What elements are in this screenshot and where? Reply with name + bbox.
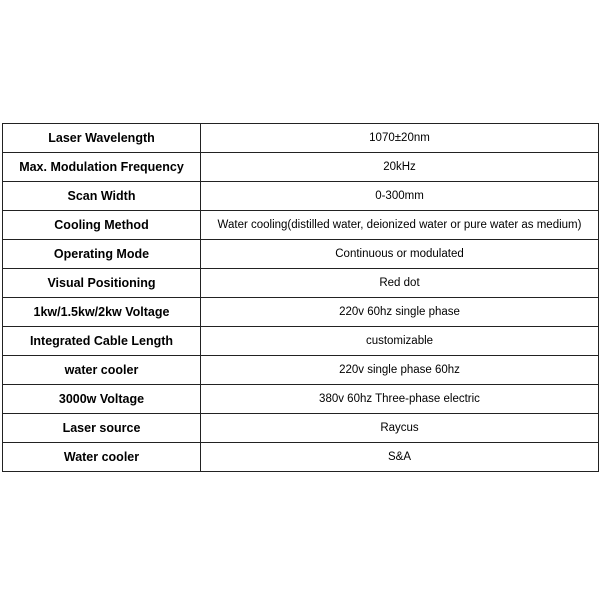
spec-value: 380v 60hz Three-phase electric (201, 385, 599, 414)
spec-label: Laser Wavelength (3, 124, 201, 153)
spec-label: Integrated Cable Length (3, 327, 201, 356)
spec-label: Max. Modulation Frequency (3, 153, 201, 182)
table-row (3, 269, 599, 298)
table-row (3, 327, 599, 356)
spec-label: Laser source (3, 414, 201, 443)
spec-value: 20kHz (201, 153, 599, 182)
spec-label: Water cooler (3, 443, 201, 472)
spec-label: Cooling Method (3, 211, 201, 240)
spec-label: Operating Mode (3, 240, 201, 269)
spec-value: S&A (201, 443, 599, 472)
spec-value: 1070±20nm (201, 124, 599, 153)
spec-value: customizable (201, 327, 599, 356)
table-row (3, 414, 599, 443)
spec-value: Red dot (201, 269, 599, 298)
table-row (3, 356, 599, 385)
table-row (3, 211, 599, 240)
table-row (3, 443, 599, 472)
spec-value: 220v 60hz single phase (201, 298, 599, 327)
table-row (3, 182, 599, 211)
spec-label: 3000w Voltage (3, 385, 201, 414)
spec-value: 220v single phase 60hz (201, 356, 599, 385)
spec-label: 1kw/1.5kw/2kw Voltage (3, 298, 201, 327)
table-row (3, 385, 599, 414)
table-row (3, 153, 599, 182)
spec-label: water cooler (3, 356, 201, 385)
spec-value: Raycus (201, 414, 599, 443)
spec-value: 0-300mm (201, 182, 599, 211)
table-row (3, 124, 599, 153)
spec-label: Scan Width (3, 182, 201, 211)
spec-table (2, 123, 599, 472)
spec-value: Water cooling(distilled water, deionized water or pure water as medium) (201, 211, 599, 240)
spec-label: Visual Positioning (3, 269, 201, 298)
spec-value: Continuous or modulated (201, 240, 599, 269)
table-row (3, 298, 599, 327)
table-row (3, 240, 599, 269)
